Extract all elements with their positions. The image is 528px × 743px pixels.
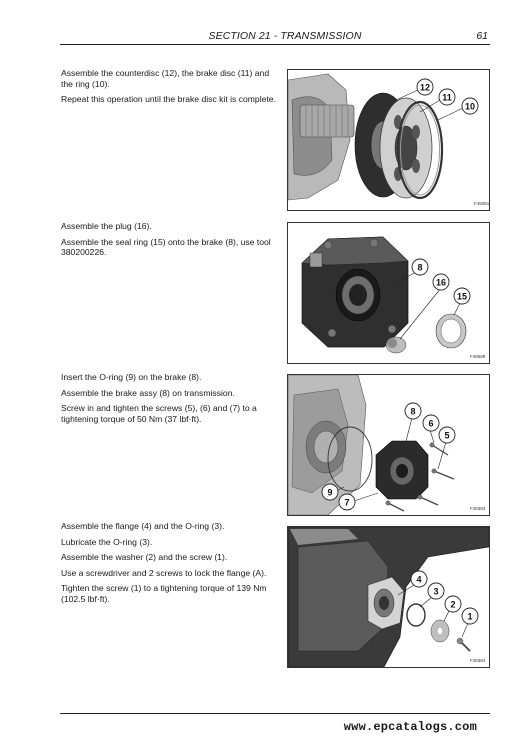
step-3-paragraph-2: Assemble the brake assy (8) on transmission.: [61, 387, 235, 398]
step-4-paragraph-3: Assemble the washer (2) and the screw (1).: [61, 552, 228, 563]
figure-code: F48381: [474, 201, 489, 206]
callout-5: 5: [444, 430, 450, 441]
callout-9: 9: [327, 487, 333, 498]
step-4-figure: [287, 526, 490, 668]
callout-6: 6: [428, 418, 434, 429]
step-4-paragraph-2: Lubricate the O-ring (3).: [61, 536, 153, 547]
footer-divider: [60, 713, 490, 714]
footer-url: www.epcatalogs.com: [343, 720, 477, 734]
figure-code: F48384: [470, 658, 486, 663]
callout-7: 7: [344, 497, 350, 508]
callout-10: 10: [464, 101, 476, 112]
step-1-instructions: [61, 68, 279, 110]
figure-code: F48588: [470, 354, 486, 359]
callout-2: 2: [450, 599, 456, 610]
step-4-paragraph-1: Assemble the flange (4) and the O-ring (3).: [61, 521, 225, 531]
page-number: 61: [476, 30, 488, 42]
step-4-instructions: [61, 521, 279, 610]
step-2-instructions: [61, 221, 279, 263]
step-2-paragraph-2: Assemble the seal ring (15) onto the brake (8), use tool 380200226.: [61, 236, 271, 258]
step-1-paragraph-1: Assemble the counterdisc (12), the brake disc (11) and the ring (10).: [61, 68, 270, 89]
brake-disc-illustration: [288, 70, 489, 210]
step-3-paragraph-3: Screw in and tighten the screws (5), (6) and (7) to a tightening torque of 50 Nm (37 lbf·ft).: [61, 403, 257, 424]
callout-4: 4: [416, 574, 422, 585]
callout-16: 16: [435, 277, 447, 288]
step-2-paragraph-1: Assemble the plug (16).: [61, 221, 152, 231]
callout-1: 1: [467, 611, 473, 622]
step-1-figure: [287, 69, 490, 211]
figure-code: F48383: [470, 506, 486, 511]
callout-8: 8: [410, 406, 416, 417]
callout-3: 3: [433, 586, 439, 597]
step-3-instructions: [61, 372, 279, 429]
header-divider: [60, 44, 490, 45]
step-4-paragraph-5: Tighten the screw (1) to a tightening torque of 139 Nm (102.5 lbf·ft).: [61, 583, 267, 604]
brake-housing-illustration: [288, 223, 489, 363]
brake-assembly-illustration: [288, 375, 489, 515]
section-title: SECTION 21 - TRANSMISSION: [208, 30, 362, 42]
flange-assembly-illustration: [288, 527, 489, 667]
step-2-figure: [287, 222, 490, 364]
step-1-paragraph-2: Repeat this operation until the brake disc kit is complete.: [61, 94, 276, 105]
callout-15: 15: [456, 291, 468, 302]
callout-12: 12: [419, 82, 431, 93]
callout-8: 8: [417, 262, 423, 273]
step-4-paragraph-4: Use a screwdriver and 2 screws to lock the flange (A).: [61, 567, 267, 578]
step-3-paragraph-1: Insert the O-ring (9) on the brake (8).: [61, 372, 202, 382]
callout-11: 11: [442, 92, 452, 103]
step-3-figure: [287, 374, 490, 516]
